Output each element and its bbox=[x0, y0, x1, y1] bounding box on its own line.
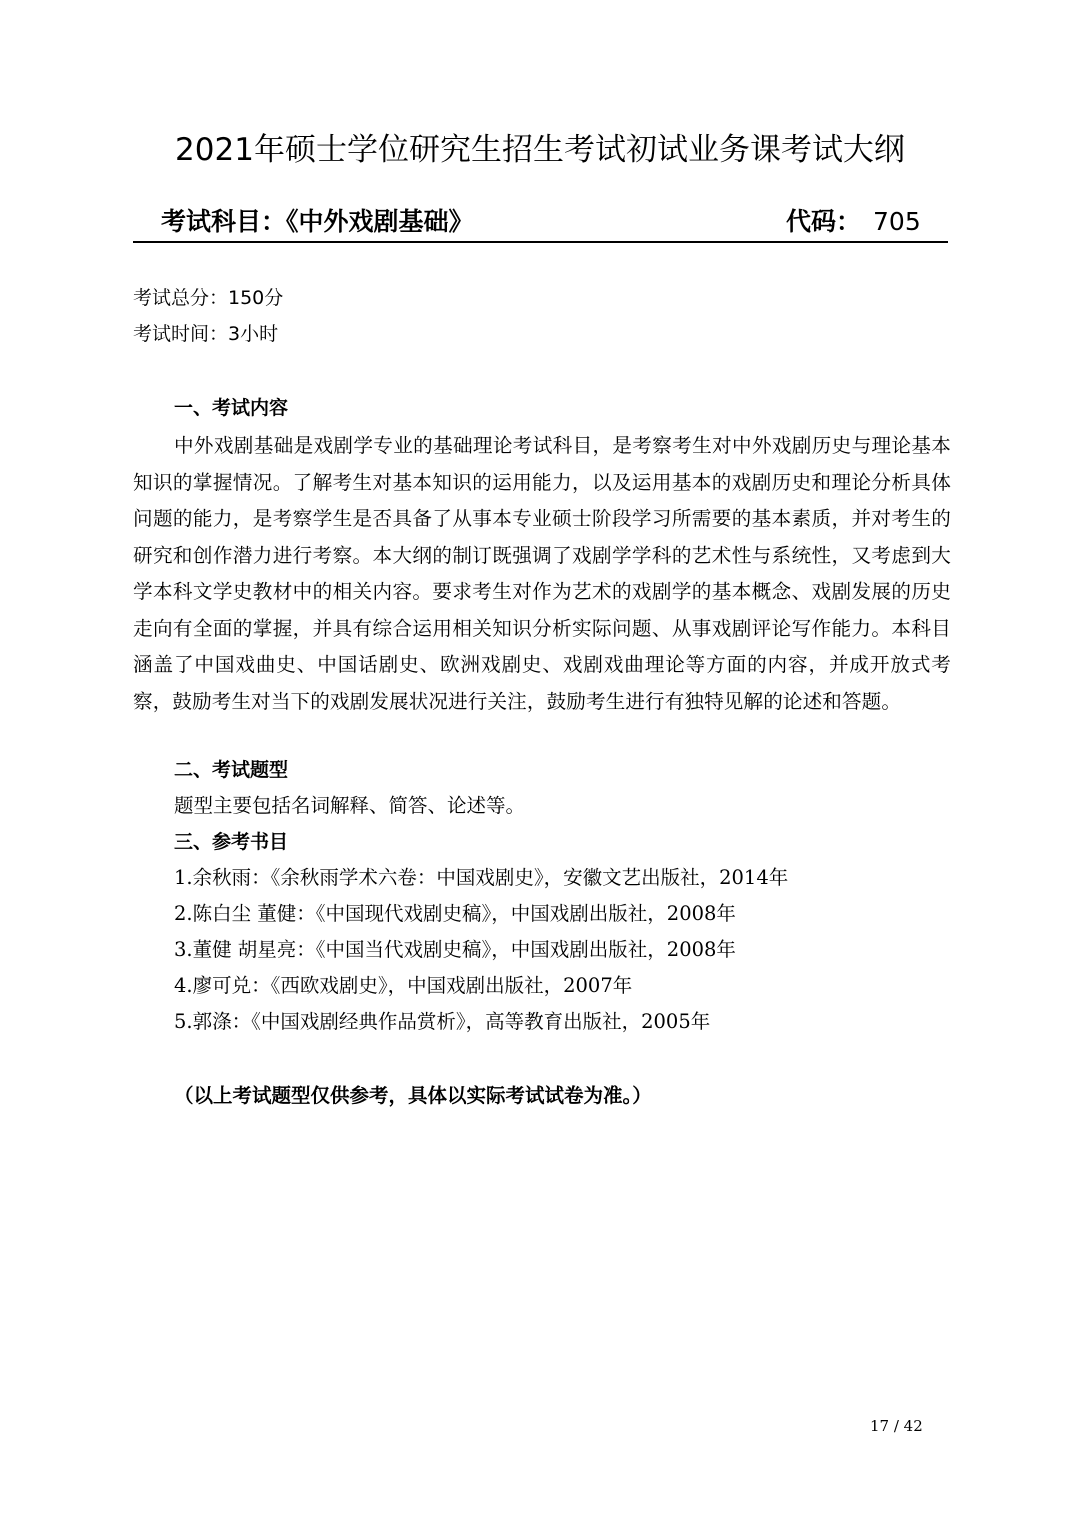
reference-item: 5.郭涤：《中国戏剧经典作品赏析》，高等教育出版社，2005年 bbox=[174, 1010, 711, 1033]
document-title: 2021年硕士学位研究生招生考试初试业务课考试大纲 bbox=[175, 132, 905, 168]
section-heading-references: 三、参考书目 bbox=[174, 831, 289, 853]
reference-item: 1.余秋雨：《余秋雨学术六卷：中国戏剧史》，安徽文艺出版社，2014年 bbox=[174, 866, 789, 889]
exam-code-value: 705 bbox=[873, 207, 921, 236]
exam-code bbox=[786, 205, 921, 239]
subject-row bbox=[133, 203, 948, 243]
section-body-content: 中外戏剧基础是戏剧学专业的基础理论考试科目，是考察考生对中外戏剧历史与理论基本知识的掌握情况。了解考生对基本知识的运用能力，以及运用基本的戏剧历史和理论分析具体问题的能力，是考察学生是否具备了从事本专业硕士阶段学习所需要的基本素质，并对考生的研究和创作潜力进行考察。本大纲的制订既强调了戏剧学学科的艺术性与系统性，又考虑到大学本科文学史教材中的相关内容。要求考生对作为艺术的戏剧学的基本概念、戏剧发展的历史走向有全面的掌握，并具有综合运用相关知识分析实际问题、从事戏剧评论写作能力。本科目涵盖了中国戏曲史、中国话剧史、欧洲戏剧史、戏剧戏曲理论等方面的内容，并成开放式考察，鼓励考生对当下的戏剧发展状况进行关注，鼓励考生进行有独特见解的论述和答题。 bbox=[133, 434, 951, 713]
reference-item: 2.陈白尘 董健：《中国现代戏剧史稿》，中国戏剧出版社，2008年 bbox=[174, 902, 736, 925]
exam-code-label: 代码： bbox=[786, 207, 862, 236]
reference-item: 4.廖可兑：《西欧戏剧史》，中国戏剧出版社，2007年 bbox=[174, 974, 633, 997]
disclaimer-note: （以上考试题型仅供参考，具体以实际考试试卷为准。） bbox=[174, 1084, 652, 1107]
section-heading-question-types: 二、考试题型 bbox=[174, 759, 289, 781]
section-heading-content: 一、考试内容 bbox=[174, 397, 289, 419]
reference-item: 3.董健 胡星亮：《中国当代戏剧史稿》，中国戏剧出版社，2008年 bbox=[174, 938, 736, 961]
exam-subject: 考试科目：《中外戏剧基础》 bbox=[161, 207, 474, 236]
section-body-question-types: 题型主要包括名词解释、简答、论述等。 bbox=[174, 794, 526, 817]
page-number: 17 / 42 bbox=[870, 1417, 923, 1435]
total-score: 考试总分：150分 bbox=[133, 287, 284, 309]
exam-duration: 考试时间：3小时 bbox=[133, 323, 279, 345]
